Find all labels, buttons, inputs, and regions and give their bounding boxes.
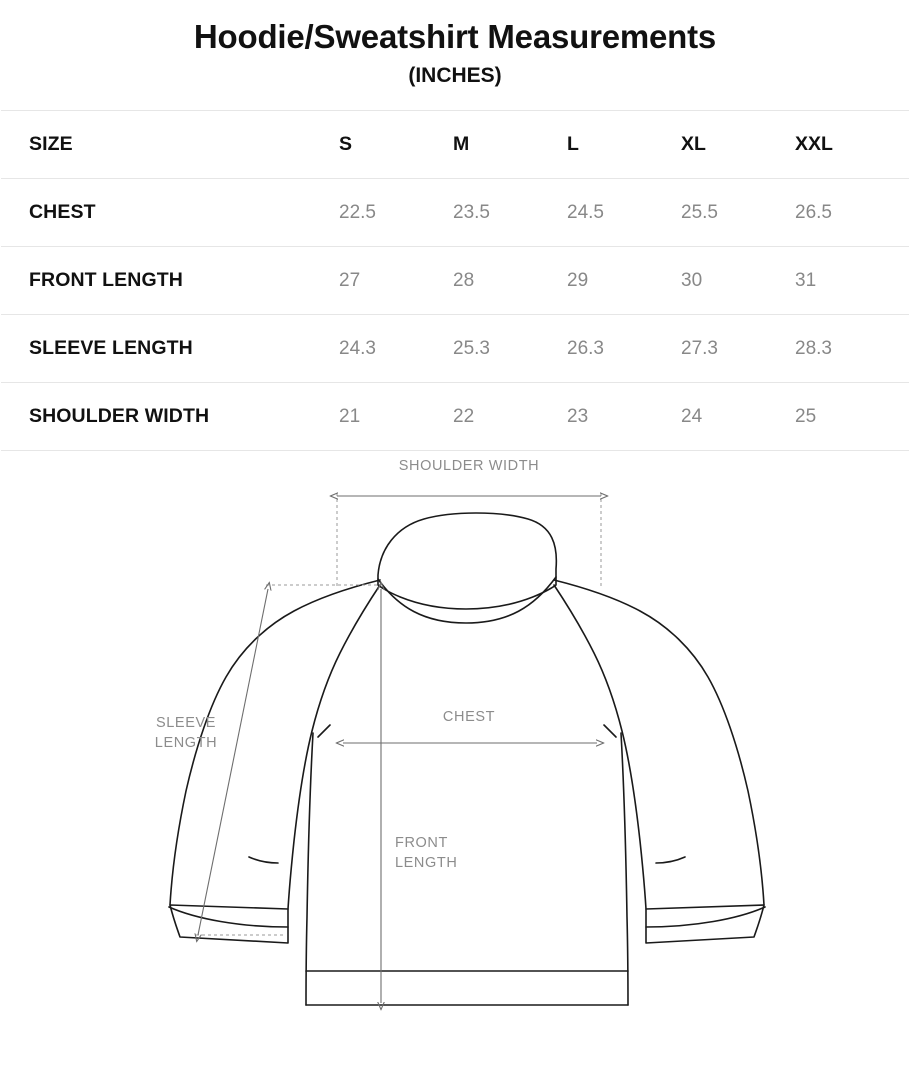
table-header-row	[1, 111, 909, 179]
table-row	[1, 179, 909, 247]
row-label-chest: CHEST	[29, 201, 96, 224]
label-sleeve-length-line2: LENGTH	[154, 735, 218, 752]
table-body	[1, 179, 909, 451]
column-header-xl: XL	[681, 133, 706, 156]
cell-shoulder-width-l: 23	[567, 405, 589, 427]
label-shoulder-width: SHOULDER WIDTH	[398, 458, 540, 475]
cell-chest-xl: 25.5	[681, 201, 718, 223]
cell-chest-m: 23.5	[453, 201, 490, 223]
hoodie-outline	[169, 513, 765, 1005]
label-front-length-line2: LENGTH	[395, 855, 458, 872]
label-chest: CHEST	[442, 709, 496, 726]
column-header-l: L	[567, 133, 579, 156]
units-subtitle: (INCHES)	[408, 64, 502, 88]
row-label-shoulder-width: SHOULDER WIDTH	[29, 405, 210, 428]
column-header-m: M	[453, 133, 470, 156]
cell-front-length-l: 29	[567, 269, 589, 291]
cell-shoulder-width-m: 22	[453, 405, 475, 427]
column-header-xxl: XXL	[795, 133, 833, 156]
column-header-s: S	[339, 133, 353, 156]
cell-shoulder-width-s: 21	[339, 405, 361, 427]
row-label-sleeve-length: SLEEVE LENGTH	[29, 337, 193, 360]
cell-sleeve-length-xxl: 28.3	[795, 337, 832, 359]
cell-shoulder-width-xxl: 25	[795, 405, 817, 427]
cell-chest-l: 24.5	[567, 201, 604, 223]
cell-sleeve-length-m: 25.3	[453, 337, 490, 359]
table-row	[1, 315, 909, 383]
table-header	[1, 111, 909, 179]
cell-chest-xxl: 26.5	[795, 201, 832, 223]
measurements-table	[1, 110, 909, 451]
cell-front-length-xl: 30	[681, 269, 703, 291]
page-title: Hoodie/Sweatshirt Measurements	[193, 18, 717, 55]
cell-chest-s: 22.5	[339, 201, 376, 223]
cell-shoulder-width-xl: 24	[681, 405, 703, 427]
cell-sleeve-length-s: 24.3	[339, 337, 376, 359]
label-sleeve-length-line1: SLEEVE	[155, 715, 217, 732]
row-label-front-length: FRONT LENGTH	[29, 269, 183, 292]
sleeve-length-arrow	[198, 589, 268, 935]
cell-sleeve-length-l: 26.3	[567, 337, 604, 359]
cell-sleeve-length-xl: 27.3	[681, 337, 718, 359]
column-header-size: SIZE	[29, 133, 73, 156]
title-block	[0, 0, 910, 88]
cell-front-length-xxl: 31	[795, 269, 817, 291]
cell-front-length-s: 27	[339, 269, 361, 291]
table-row	[1, 247, 909, 315]
label-front-length-line1: FRONT	[395, 835, 448, 852]
table-row	[1, 383, 909, 451]
measure-arrows	[198, 496, 601, 1003]
hoodie-diagram	[0, 457, 910, 1017]
cell-front-length-m: 28	[453, 269, 475, 291]
